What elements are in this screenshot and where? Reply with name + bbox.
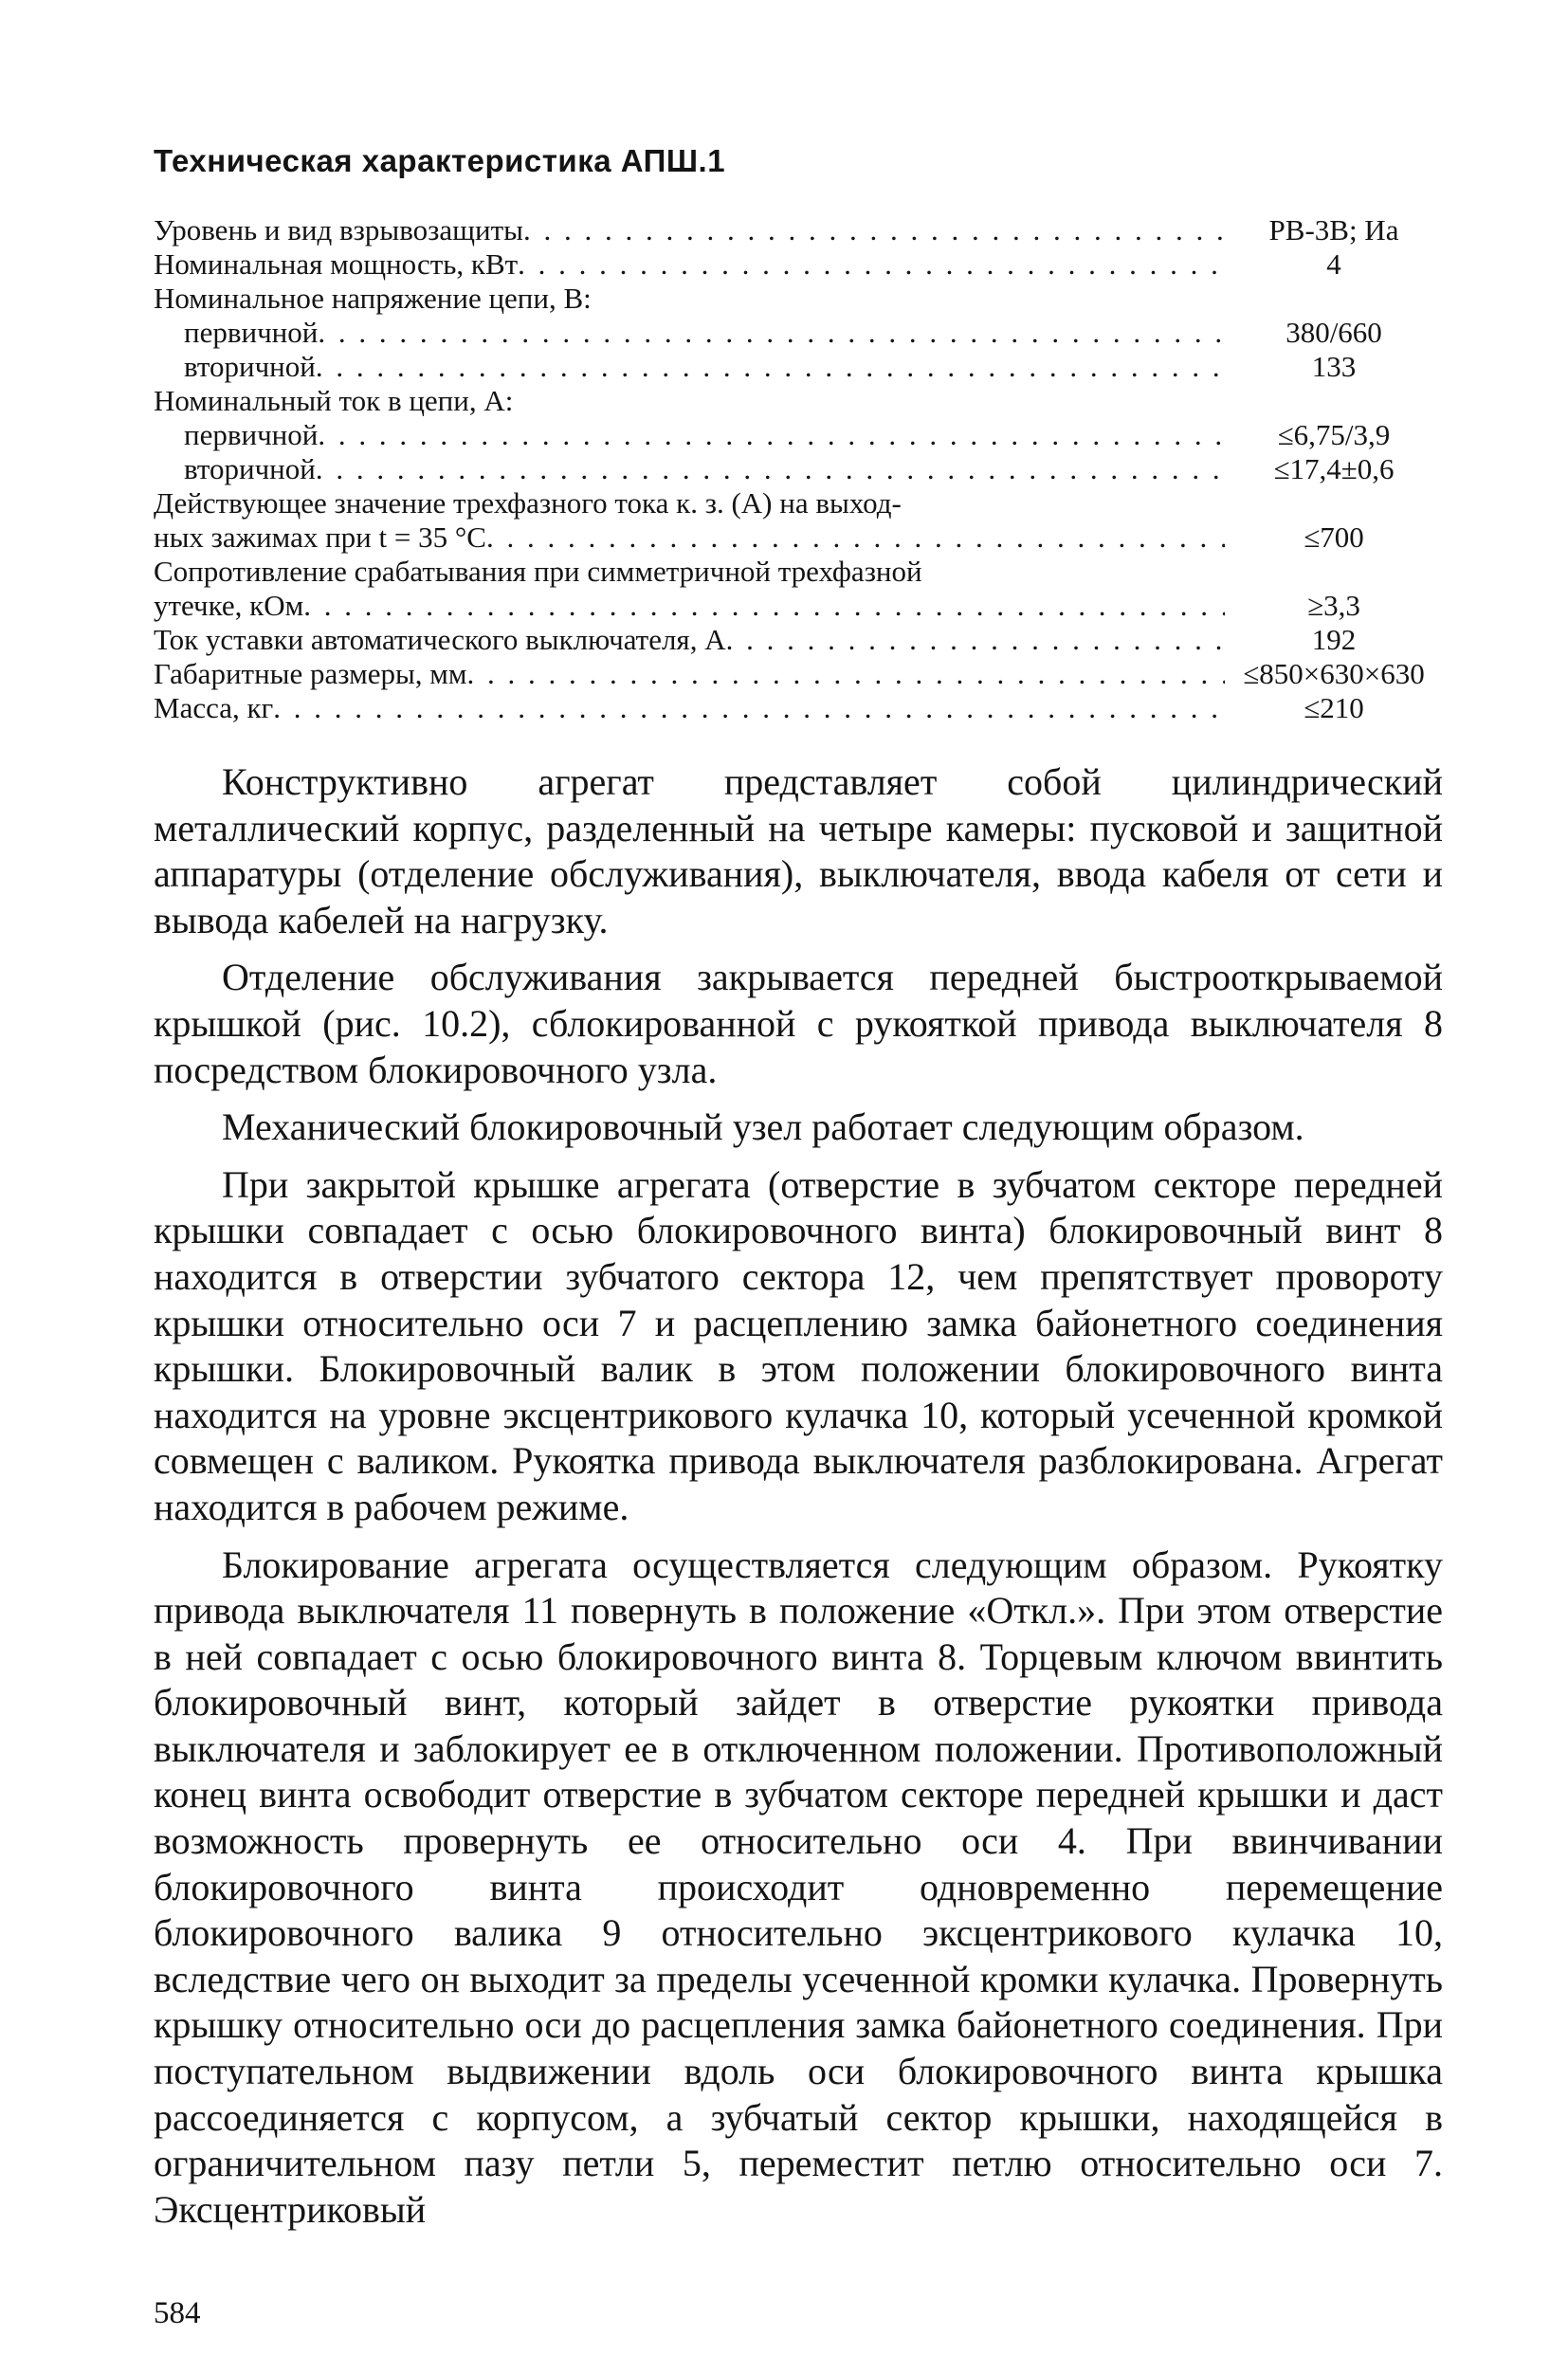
spec-row [154, 486, 1443, 520]
spec-value: ≤850×630×630 [1243, 657, 1425, 690]
paragraph: Механический блокировочный узел работает следующим образом. [222, 1105, 1304, 1149]
spec-table [154, 213, 1443, 725]
spec-label: вторичной [184, 350, 316, 383]
spec-label: ных зажимах при t = 35 °С [154, 520, 486, 554]
spec-label: Уровень и вид взрывозащиты [154, 213, 523, 246]
spec-row [154, 247, 1443, 282]
spec-label: Номинальный ток в цепи, А: [154, 384, 514, 417]
dot-leader [318, 418, 1225, 452]
spec-value: 380/660 [1285, 316, 1382, 349]
section-title: Техническая характеристика АПШ.1 [154, 143, 726, 178]
spec-label: Действующее значение трехфазного тока к. з. (А) на выход- [154, 486, 902, 520]
spec-label: Ток уставки автоматического выключателя, А [154, 623, 726, 656]
spec-row [154, 555, 1443, 589]
dot-leader [726, 623, 1225, 657]
spec-row [154, 418, 1443, 452]
spec-row [154, 384, 1443, 418]
spec-row [154, 452, 1443, 486]
spec-label: утечке, кОм [154, 589, 304, 622]
dot-leader [318, 316, 1225, 350]
spec-label: Сопротивление срабатывания при симметричной трехфазной [154, 555, 922, 588]
page-content [154, 142, 1443, 2233]
dot-leader [518, 247, 1225, 282]
spec-row [154, 213, 1443, 247]
spec-row [154, 691, 1443, 725]
spec-row [154, 520, 1443, 555]
spec-row [154, 623, 1443, 657]
spec-value: ≤6,75/3,9 [1277, 418, 1391, 451]
dot-leader [316, 350, 1225, 384]
body-text [154, 759, 1443, 2233]
dot-leader [467, 657, 1225, 691]
spec-row [154, 350, 1443, 384]
paragraph: При закрытой крышке агрегата (отверстие в зубчатом секторе передней крышки совпадает с осью блокировочного винта) блокировочный винт 8 находится в отверстии зубчатого сектора 12, чем препятствует провороту крышки относительно оси 7 и расцеплению замка байонетного соединения крышки. Блокировочный валик в этом положении блокировочного винта находится на уровне эксцентрикового кулачка 10, который усеченной кромкой совмещен с валиком. Рукоятка привода выключателя разблокирована. Агрегат находится в рабочем режиме. [154, 1162, 1443, 1528]
spec-label: Номинальное напряжение цепи, В: [154, 282, 592, 315]
paragraph: Конструктивно агрегат представляет собой цилиндрический металлический корпус, разделенный на четыре камеры: пусковой и защитной аппаратуры (отделение обслуживания), выключателя, ввода кабеля от сети и вывода кабелей на нагрузку. [154, 760, 1443, 941]
spec-value: ≥3,3 [1307, 589, 1360, 622]
paragraph: Блокирование агрегата осуществляется следующим образом. Рукоятку привода выключателя 11 повернуть в положение «Откл.». При этом отверстие в ней совпадает с осью блокировочного винта 8. Торцевым ключом ввинтить блокировочный винт, который зайдет в отверстие рукоятки привода выключателя и заблокирует ее в отключенном положении. Противоположный конец винта освободит отверстие в зубчатом секторе передней крышки и даст возможность провернуть ее относительно оси 4. При ввинчивании блокировочного винта происходит одновременно перемещение блокировочного валика 9 относительно эксцентрикового кулачка 10, вследствие чего он выходит за пределы усеченной кромки кулачка. Провернуть крышку относительно оси до расцепления замка байонетного соединения. При поступательном выдвижении вдоль оси блокировочного винта крышка рассоединяется с корпусом, а зубчатый сектор крышки, находящейся в ограничительном пазу петли 5, переместит петлю относительно оси 7. Эксцентриковый [154, 1542, 1443, 2231]
page-number: 584 [154, 2296, 201, 2330]
spec-label: вторичной [184, 452, 316, 485]
spec-value: 133 [1311, 350, 1357, 383]
spec-value: ≤210 [1304, 691, 1364, 724]
spec-row [154, 589, 1443, 623]
dot-leader [303, 589, 1225, 623]
spec-value: 4 [1326, 247, 1341, 281]
dot-leader [316, 452, 1225, 486]
spec-label: первичной [184, 316, 319, 349]
spec-value: ≤700 [1304, 520, 1364, 554]
dot-leader [273, 691, 1225, 725]
spec-label: Номинальная мощность, кВт [154, 247, 519, 281]
dot-leader [486, 520, 1225, 555]
spec-value: 192 [1311, 623, 1357, 656]
spec-label: Масса, кг [154, 691, 274, 724]
spec-row [154, 282, 1443, 316]
spec-label: Габаритные размеры, мм [154, 657, 467, 690]
spec-row [154, 657, 1443, 691]
spec-value: ≤17,4±0,6 [1273, 452, 1395, 485]
spec-row [154, 316, 1443, 350]
spec-value: РВ-3В; Иа [1268, 213, 1399, 246]
paragraph: Отделение обслуживания закрывается передней быстрооткрываемой крышкой (рис. 10.2), сблокированной с рукояткой привода выключателя 8 посредством блокировочного узла. [154, 956, 1443, 1091]
spec-label: первичной [184, 418, 319, 451]
dot-leader [523, 213, 1225, 247]
